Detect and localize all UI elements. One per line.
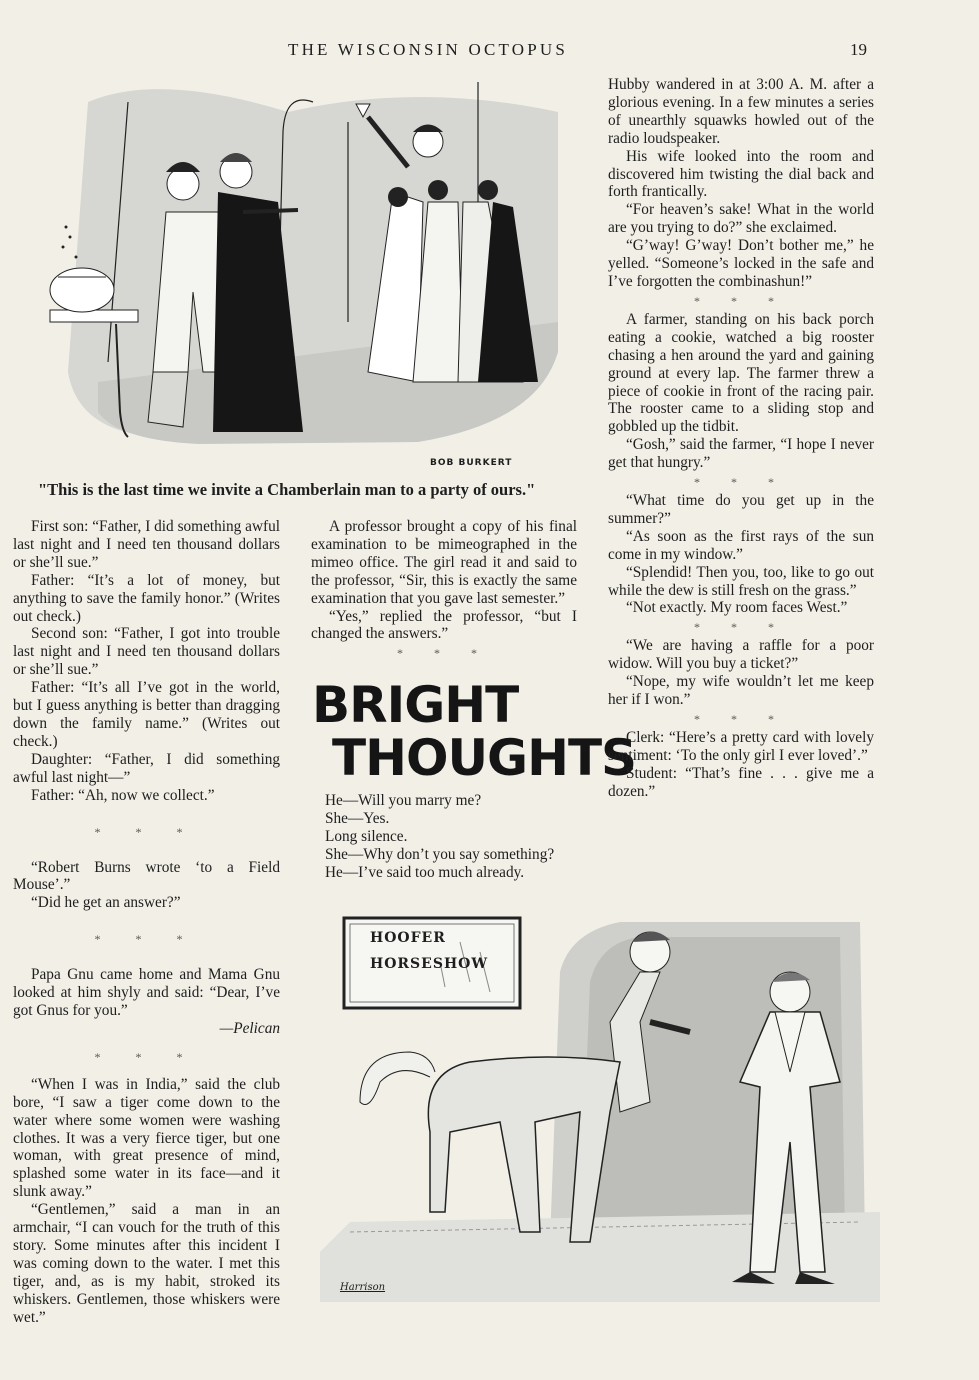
dialogue-line: She—Why don’t you say something? bbox=[325, 845, 555, 863]
magazine-title: THE WISCONSIN OCTOPUS bbox=[288, 40, 569, 59]
left-column bbox=[13, 518, 280, 1327]
joke-paragraph: “Gentlemen,” said a man in an armchair, “I can vouch for the truth of this story. Some minutes after this incident I was coming down to the water. I met this tiger, and, as is my habit, stroked its whiskers. Gentlemen, those whiskers were wet.” bbox=[13, 1201, 280, 1326]
separator-stars: * * * bbox=[94, 932, 199, 947]
horseshow-sign-line2: HORSESHOW bbox=[370, 956, 489, 972]
joke-paragraph: “Nope, my wife wouldn’t let me keep her if I won.” bbox=[608, 673, 874, 709]
joke-paragraph: “G’way! G’way! Don’t bother me,” he yelled. “Someone’s locked in the safe and I’ve forgotten the combinashun!” bbox=[608, 237, 874, 290]
joke-paragraph: Father: “It’s all I’ve got in the world, but I guess anything is better than dragging down the family name.” (Writes out check.) bbox=[13, 679, 280, 750]
dialogue-line: She—Yes. bbox=[325, 809, 390, 827]
separator-stars: * * * bbox=[94, 824, 199, 839]
source-credit: —Pelican bbox=[219, 1019, 280, 1037]
joke-paragraph: Papa Gnu came home and Mama Gnu looked at him shyly and said: “Dear, I’ve got Gnus for you.” bbox=[13, 966, 280, 1020]
joke-paragraph: Student: “That’s fine . . . give me a dozen.” bbox=[608, 764, 874, 800]
middle-column bbox=[311, 518, 577, 663]
heading-thoughts: THOUGHTS bbox=[332, 729, 637, 787]
joke-paragraph: “For heaven’s sake! What in the world are you trying to do?” she exclaimed. bbox=[608, 201, 874, 237]
joke-paragraph: “Splendid! Then you, too, like to go out while the dew is still fresh on the grass.” bbox=[608, 563, 874, 599]
joke-paragraph: Father: “It’s a lot of money, but anything to save the family honor.” (Writes out check.) bbox=[13, 571, 280, 625]
top-cartoon bbox=[38, 72, 568, 472]
joke-paragraph: Hubby wandered in at 3:00 A. M. after a glorious evening. In a few minutes a series of unearthly squawks howled out of the radio loudspeaker. bbox=[608, 76, 874, 147]
joke-paragraph: “What time do you get up in the summer?” bbox=[608, 492, 874, 527]
joke-paragraph: First son: “Father, I did something awful last night and I need ten thousand dollars or she’ll sue.” bbox=[13, 518, 280, 571]
joke-paragraph: Clerk: “Here’s a pretty card with lovely sentiment: ‘To the only girl I ever loved’.” bbox=[608, 729, 874, 764]
separator-stars: * * * bbox=[694, 475, 788, 490]
joke-paragraph: Second son: “Father, I got into trouble last night and I need ten thousand dollars or she’ll sue.” bbox=[13, 625, 280, 679]
heading-bright: BRIGHT bbox=[312, 676, 519, 734]
joke-paragraph: His wife looked into the room and discovered him twisting the dial back and forth frantically. bbox=[608, 147, 874, 201]
separator-stars: * * * bbox=[94, 1049, 199, 1064]
joke-paragraph: A farmer, standing on his back porch eating a cookie, watched a big rooster chasing a hen around the yard and gaining ground at every lap. The farmer threw a piece of cookie in front of the racing pair. The rooster came to a sliding stop and gobbled up the tidbit. bbox=[608, 310, 874, 436]
joke-paragraph: “When I was in India,” said the club bore, “I saw a tiger come down to the water where some women were washing clothes. It was a very fierce tiger, but one woman, with great presence of mind, splashed some water in its face—and it slunk away.” bbox=[13, 1075, 280, 1201]
joke-paragraph: “As soon as the first rays of the sun come in my window.” bbox=[608, 527, 874, 563]
dialogue-line: He—I’ve said too much already. bbox=[325, 863, 525, 881]
bottom-cartoon bbox=[320, 912, 880, 1302]
dialogue-line: Long silence. bbox=[325, 827, 408, 845]
cartoon-caption: "This is the last time we invite a Chamberlain man to a party of ours." bbox=[38, 480, 536, 499]
separator-stars: * * * bbox=[694, 620, 788, 635]
right-column bbox=[608, 76, 874, 801]
separator-stars: * * * bbox=[694, 293, 788, 308]
bright-thoughts-dialogue bbox=[325, 792, 580, 882]
joke-paragraph: “Robert Burns wrote ‘to a Field Mouse’.” bbox=[13, 858, 280, 894]
artist-signature: BOB BURKERT bbox=[430, 458, 513, 468]
separator-stars: * * * bbox=[397, 646, 491, 661]
joke-paragraph: “Yes,” replied the professor, “but I changed the answers.” bbox=[311, 607, 577, 643]
joke-paragraph: “Gosh,” said the farmer, “I hope I never get that hungry.” bbox=[608, 436, 874, 472]
joke-paragraph: “Not exactly. My room faces West.” bbox=[626, 599, 848, 617]
joke-paragraph: Father: “Ah, now we collect.” bbox=[31, 786, 215, 804]
separator-stars: * * * bbox=[694, 712, 788, 726]
joke-paragraph: Daughter: “Father, I did something awful last night—” bbox=[13, 750, 280, 786]
artist-signature: Harrison bbox=[340, 1282, 386, 1293]
dialogue-line: He—Will you marry me? bbox=[325, 792, 482, 809]
horseshow-sign-line1: HOOFER bbox=[370, 930, 446, 946]
page-number: 19 bbox=[850, 40, 867, 59]
joke-paragraph: “Did he get an answer?” bbox=[31, 894, 181, 912]
joke-paragraph: “We are having a raffle for a poor widow. Will you buy a ticket?” bbox=[608, 637, 874, 673]
joke-paragraph: A professor brought a copy of his final examination to be mimeographed in the mimeo office. The girl read it and said to the professor, “Sir, this is exactly the same examination that you gave last semester.” bbox=[311, 518, 577, 607]
